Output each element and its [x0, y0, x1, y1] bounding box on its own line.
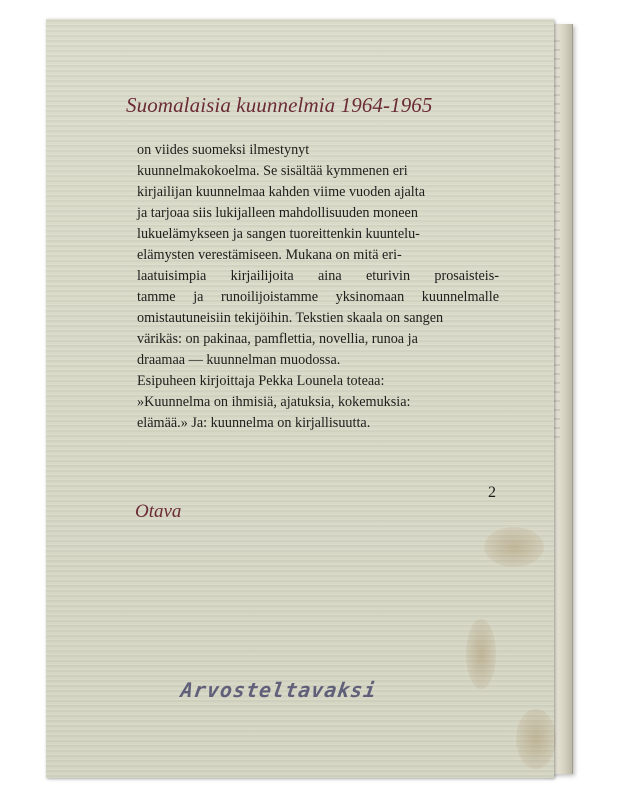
- stain-mark: [466, 619, 496, 689]
- blurb-line: ja tarjoaa siis lukijalleen mahdollisuuden moneen: [137, 205, 418, 221]
- blurb-line: draamaa — kuunnelman muodossa.: [137, 352, 341, 368]
- book-back-cover: [46, 19, 554, 778]
- review-stamp: Arvosteltavaksi: [179, 678, 379, 702]
- blurb-line: värikäs: on pakinaa, pamflettia, novellia, runoa ja: [137, 331, 418, 347]
- stain-mark: [484, 527, 544, 567]
- blurb-line: elämää.» Ja: kuunnelma on kirjallisuutta.: [137, 415, 371, 431]
- stain-mark: [516, 709, 556, 769]
- blurb-line: »Kuunnelma on ihmisiä, ajatuksia, kokemuksia:: [137, 394, 411, 410]
- blurb-line: omistautuneisiin tekijöihin. Tekstien skaala on sangen: [137, 310, 444, 326]
- blurb-line: Esipuheen kirjoittaja Pekka Lounela toteaa:: [137, 373, 385, 389]
- blurb-line: elämysten verestämiseen. Mukana on mitä eri-: [137, 247, 402, 263]
- blurb-line: tamme ja runoilijoistamme yksinomaan kuunnelmalle: [137, 289, 499, 305]
- publisher-name: Otava: [135, 501, 182, 522]
- blurb-line: lukuelämykseen ja sangen tuoreittenkin kuuntelu-: [137, 226, 420, 242]
- blurb-text: [137, 140, 499, 434]
- page-number: 2: [488, 484, 496, 501]
- blurb-line: on viides suomeksi ilmestynyt: [137, 142, 310, 158]
- blurb-line: kirjailijan kuunnelmaa kahden viime vuoden ajalta: [137, 184, 425, 200]
- cover-title: Suomalaisia kuunnelmia 1964-1965: [126, 93, 433, 117]
- blurb-line: kuunnelmakokoelma. Se sisältää kymmenen eri: [137, 163, 408, 179]
- blurb-line: laatuisimpia kirjailijoita aina eturivin prosaisteis-: [137, 268, 499, 284]
